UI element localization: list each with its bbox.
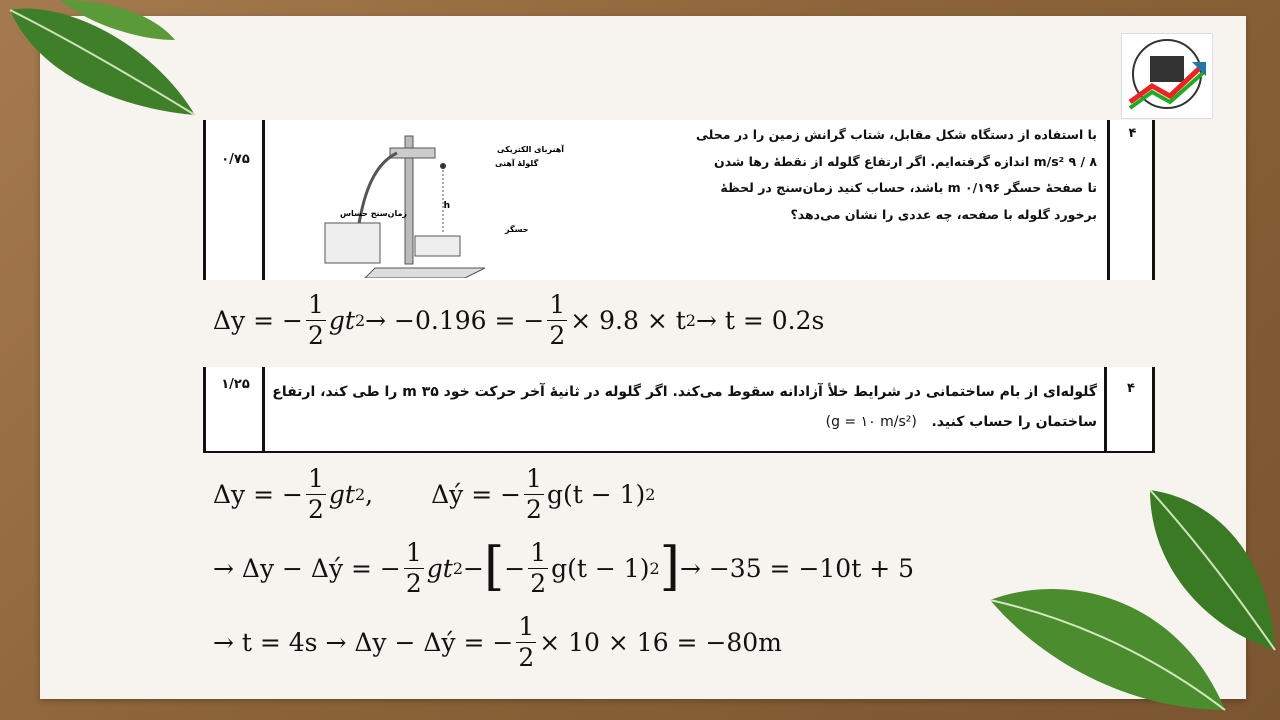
logo-emblem-icon	[1122, 34, 1212, 118]
question-1-text: با استفاده از دستگاه شکل مقابل، شتاب گرانش زمین را در محلی m/s² ۹ / ۸ اندازه گرفته‌ایم. اگر ارتفاع گلوله از نقطهٔ رها شدن تا صفحهٔ حسگر ۰/۱۹۶ m باشد، حساب کنید زمان‌سنج در لحظهٔ برخورد گلوله با صفحه، چه عددی را نشان می‌دهد؟	[695, 127, 1097, 222]
label-timer: زمان‌سنج حساس	[340, 209, 408, 218]
solution-2-line-3: → t = 4s → Δy − Δý = − $\frac{1}{2}$ × 10 × 16 = −80m	[213, 612, 782, 672]
solution-1-equation: Δy = − $\frac{1}{2}$ gt 2 → −0.196 = − $\frac{1}{2}$ × 9.8 × t 2 → t = 0.2s	[213, 290, 825, 350]
fraction-half: $\frac{1}{2}$	[549, 290, 566, 350]
question-score: ۰/۷۵	[221, 152, 250, 167]
question-2-text: گلوله‌ای از بام ساختمانی در شرایط خلأ آزادانه سقوط می‌کند. اگر گلوله در ثانیهٔ آخر حرکت خود ۳۵ m را طی کند، ارتفاع ساختمان را حساب کنید. (g = ۱۰ m/s²)	[272, 384, 1097, 430]
question-number: ۴	[1127, 381, 1135, 396]
leaf-top-left-icon	[0, 0, 210, 130]
apparatus-figure	[265, 128, 565, 278]
fraction-half: $\frac{1}{2}$	[518, 612, 535, 672]
label-electromagnet: آهنربای الکتریکی	[497, 145, 565, 154]
leaf-bottom-right-icon	[990, 490, 1280, 720]
question-1-box	[203, 120, 1155, 280]
solution-2-line-1: Δy = − $\frac{1}{2}$ gt 2 , Δý = − $\frac{1}{2}$ g(t − 1) 2	[213, 464, 656, 524]
school-logo	[1121, 33, 1213, 119]
label-steel-ball: گلولهٔ آهنی	[495, 159, 539, 168]
fraction-half: $\frac{1}{2}$	[405, 538, 422, 598]
fraction-half: $\frac{1}{2}$	[526, 464, 542, 524]
label-height: h	[443, 201, 450, 211]
fraction-half: $\frac{1}{2}$	[530, 538, 547, 598]
label-sensor: حسگر	[505, 225, 529, 234]
fraction-half: $\frac{1}{2}$	[307, 290, 324, 350]
fraction-half: $\frac{1}{2}$	[307, 464, 324, 524]
question-2-box	[203, 367, 1155, 453]
solution-2-line-2: → Δy − Δý = − $\frac{1}{2}$ gt 2 − [ − $\frac{1}{2}$ g(t − 1) 2 ] → −35 = −10t + 5	[213, 536, 914, 598]
question-score: ۱/۲۵	[221, 377, 250, 392]
question-number: ۴	[1128, 126, 1137, 141]
